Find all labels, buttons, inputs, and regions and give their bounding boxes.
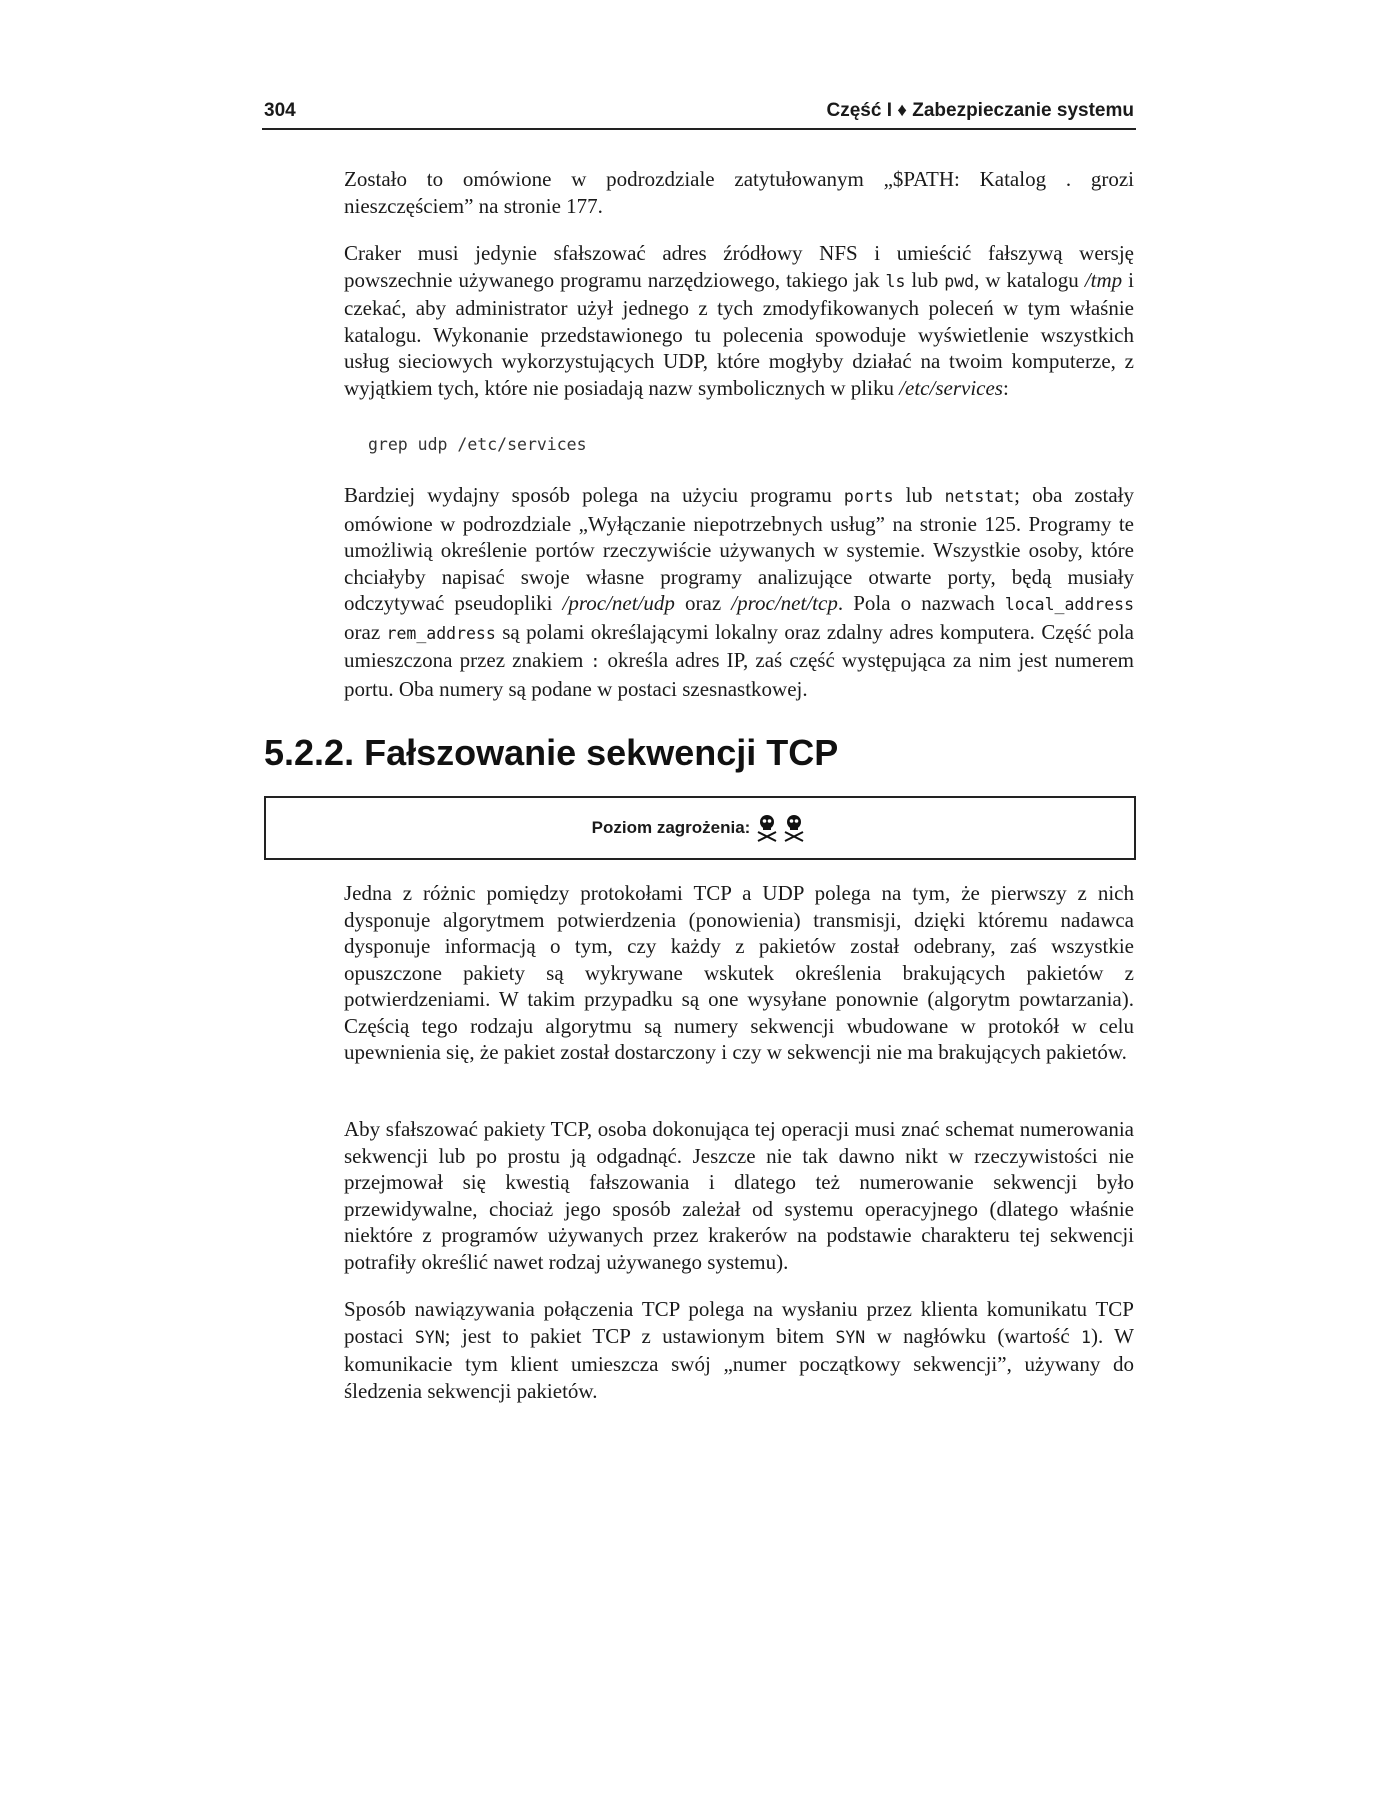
path-etc-services: /etc/services [899,375,1003,400]
text-run: oraz [344,619,387,644]
path-proc-net-udp: /proc/net/udp [562,591,675,615]
text-run: . Pola o nazwach [837,591,1005,615]
text-run: określa adres IP, zaś część występująca za nim jest numerem portu. Oba numery są podane w postaci szesnastkowej. [344,648,1134,701]
text-run: Craker musi jedynie sfałszować adres źródłowy NFS i umieścić fałszywą wersję powszechnie używanego programu narzędziowego, takiego jak [344,241,1134,292]
page-header [262,98,1136,130]
paragraph-1: Zostało to omówione w podrozdziale zatytułowanym „$PATH: Katalog . grozi nieszczęściem” na stronie 177. [344,167,1134,218]
threat-level-box [264,796,1136,860]
running-title: Część I ♦ Zabezpieczanie systemu [826,100,1134,121]
text-run: Sposób nawiązywania połączenia TCP polega na wysłaniu przez klienta komunikatu TCP postaci [344,1297,1134,1348]
text-run: , w katalogu [974,267,1085,292]
section-heading: 5.2.2. Fałszowanie sekwencji TCP [264,732,839,773]
text-run: i czekać, aby administrator użył jednego z tych zmodyfikowanych poleceń w tym właśnie katalogu. Wykonanie przedstawionego tu polecenia spowoduje wyświetlenie wszystkich usług sieciowych wykorzystujących UDP, które mogłyby działać na twoim komputerze, z wyjątkiem tych, które nie posiadają nazw symbolicznych w pliku [344,267,1134,400]
code-value-1: 1 [1081,1327,1091,1347]
code-pwd: pwd [944,271,975,291]
text-run: lub [893,483,945,507]
text-run: : [1002,375,1009,400]
text-run: są polami określającymi lokalny oraz zdalny adres komputera. Część pola umieszczona przez znakiem [344,619,1134,672]
text-run: oraz [674,591,732,615]
paragraph-6 [344,1296,1134,1404]
text-run: ; jest to pakiet TCP z ustawionym bitem [444,1323,836,1348]
text-run: w nagłówku (wartość [865,1323,1082,1348]
text-run: ). W komunikacie tym klient umieszcza swój „numer początkowy sekwencji”, używany do śledzenia sekwencji pakietów. [344,1323,1135,1403]
code-block: grep udp /etc/services [368,435,587,454]
paragraph-2 [344,240,1134,401]
paragraph-5: Aby sfałszować pakiety TCP, osoba dokonująca tej operacji musi znać schemat numerowania sekwencji lub po prostu ją odgadnąć. Jeszcze nie tak dawno nikt w rzeczywistości nie przejmował się kwestią fałszowania i dlatego też numerowanie sekwencji było przewidywalne, chociaż jego sposób zależał od systemu operacyjnego (dlatego właśnie niektóre z programów używanych przez krakerów na podstawie charakteru tej sekwencji potrafiły określić nawet rodzaj używanego systemu). [344,1117,1134,1274]
text-run: ; oba zostały omówione w podrozdziale „Wyłączanie niepotrzebnych usług” na stronie 125. Programy te umożliwią określenie portów rzeczywiście używanych w systemie. Wszystkie osoby, które chciałyby napisać swoje własne programy analizujące otwarte porty, będą musiały odczytywać pseudopliki [344,483,1134,615]
text-run: lub [905,267,945,292]
paragraph-3 [344,482,1134,702]
code-ports: ports [843,487,894,506]
page-number: 304 [264,100,296,121]
path-proc-net-tcp: /proc/net/tcp [731,591,838,615]
code-syn: SYN [414,1327,445,1347]
code-syn-bit: SYN [835,1327,866,1347]
code-ls: ls [885,271,906,291]
code-colon: : [590,652,601,671]
skull-crossbones-icon [754,813,808,843]
path-tmp: /tmp [1084,267,1123,292]
code-local-address: local_address [1004,595,1134,614]
paragraph-4: Jedna z różnic pomiędzy protokołami TCP a UDP polega na tym, że pierwszy z nich dysponuje algorytmem potwierdzenia (ponowienia) transmisji, dzięki któremu nadawca dysponuje informacją o tym, czy każdy z pakietów został odebrany, zaś wszystkie opuszczone pakiety są wykrywane wskutek określenia brakujących pakietów z potwierdzeniami. W takim przypadku są one wysyłane ponownie (algorytm powtarzania). Częścią tego rodzaju algorytmu są numery sekwencji wbudowane w protokół w celu upewnienia się, że pakiet został dostarczony i czy w sekwencji nie ma brakujących pakietów. [344,881,1134,1064]
code-netstat: netstat [944,487,1015,506]
text-run: Bardziej wydajny sposób polega na użyciu programu [344,483,844,507]
code-rem-address: rem_address [386,623,496,643]
threat-label: Poziom zagrożenia: [591,818,751,837]
